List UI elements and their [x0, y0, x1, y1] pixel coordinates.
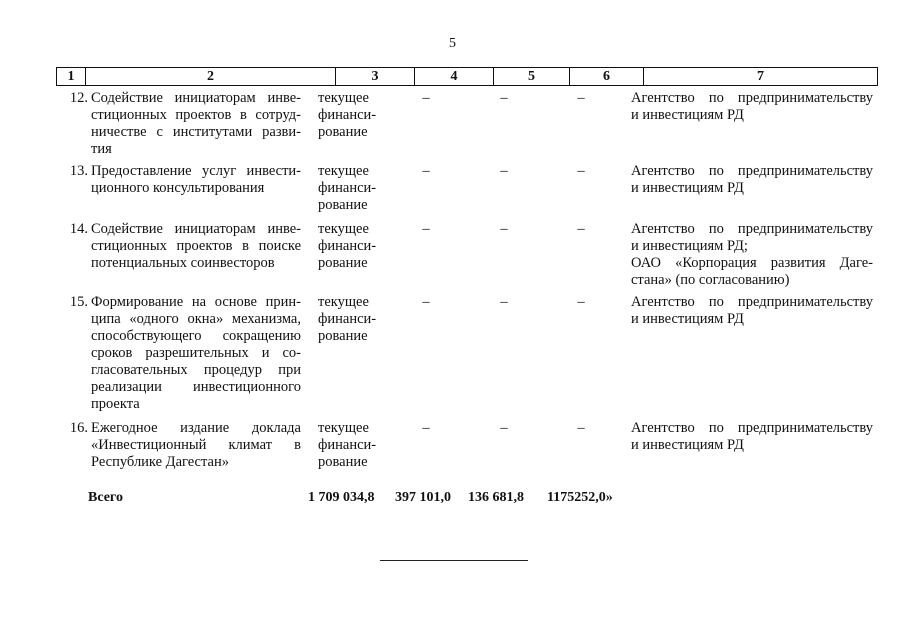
col5-value: –	[500, 294, 508, 310]
header-col-7: 7	[644, 68, 878, 86]
executor: Агентство по предпринимательству и инвестициям РД	[631, 420, 873, 453]
header-col-4: 4	[415, 68, 494, 86]
measure-name: Ежегодное издание доклада «Инвестиционный климат в Республике Дагестан»	[91, 420, 301, 470]
executor: Агентство по предпринимательству и инвестициям РД; ОАО «Корпорация развития Даге- стана» (по согласованию)	[631, 221, 873, 288]
measure-name: Предоставление услуг инвести- ционного консультирования	[91, 163, 301, 196]
header-col-5: 5	[494, 68, 570, 86]
row-number: 14.	[69, 221, 88, 237]
col6-value: –	[577, 221, 585, 237]
header-col-1: 1	[57, 68, 86, 86]
measure-name: Формирование на основе прин- ципа «одного окна» механизма, способствующего сокращению сроков разрешительных и со- гласовательных процедур при реализации инвестиционного проекта	[91, 294, 301, 412]
row-number: 16.	[69, 420, 88, 436]
table-header	[56, 67, 878, 86]
total-label: Всего	[88, 490, 123, 505]
col6-value: –	[577, 90, 585, 106]
financing-source: текущее финанси- рование	[318, 294, 377, 344]
total-col5: 136 681,8	[468, 490, 524, 505]
measure-name: Содействие инициаторам инве- стиционных проектов в сотруд- ничестве с институтами разви- тия	[91, 90, 301, 157]
executor: Агентство по предпринимательству и инвестициям РД	[631, 294, 873, 327]
col4-value: –	[422, 294, 430, 310]
page-number: 5	[449, 36, 456, 51]
row-number: 12.	[69, 90, 88, 106]
col5-value: –	[500, 420, 508, 436]
measure-name: Содействие инициаторам инве- стиционных проектов в поиске потенциальных соинвесторов	[91, 221, 301, 271]
end-rule	[380, 560, 528, 561]
financing-source: текущее финанси- рование	[318, 90, 377, 140]
total-col3: 1 709 034,8	[308, 490, 375, 505]
col6-value: –	[577, 294, 585, 310]
financing-source: текущее финанси- рование	[318, 420, 377, 470]
col6-value: –	[577, 420, 585, 436]
col4-value: –	[422, 221, 430, 237]
financing-source: текущее финанси- рование	[318, 221, 377, 271]
row-number: 13.	[69, 163, 88, 179]
col4-value: –	[422, 420, 430, 436]
col4-value: –	[422, 163, 430, 179]
col6-value: –	[577, 163, 585, 179]
executor: Агентство по предпринимательству и инвестициям РД	[631, 163, 873, 196]
executor: Агентство по предпринимательству и инвестициям РД	[631, 90, 873, 123]
total-col6: 1175252,0»	[547, 490, 613, 505]
header-col-3: 3	[336, 68, 415, 86]
header-col-6: 6	[570, 68, 644, 86]
total-col4: 397 101,0	[395, 490, 451, 505]
header-col-2: 2	[86, 68, 336, 86]
col5-value: –	[500, 221, 508, 237]
row-number: 15.	[69, 294, 88, 310]
col5-value: –	[500, 163, 508, 179]
financing-source: текущее финанси- рование	[318, 163, 377, 213]
col4-value: –	[422, 90, 430, 106]
col5-value: –	[500, 90, 508, 106]
